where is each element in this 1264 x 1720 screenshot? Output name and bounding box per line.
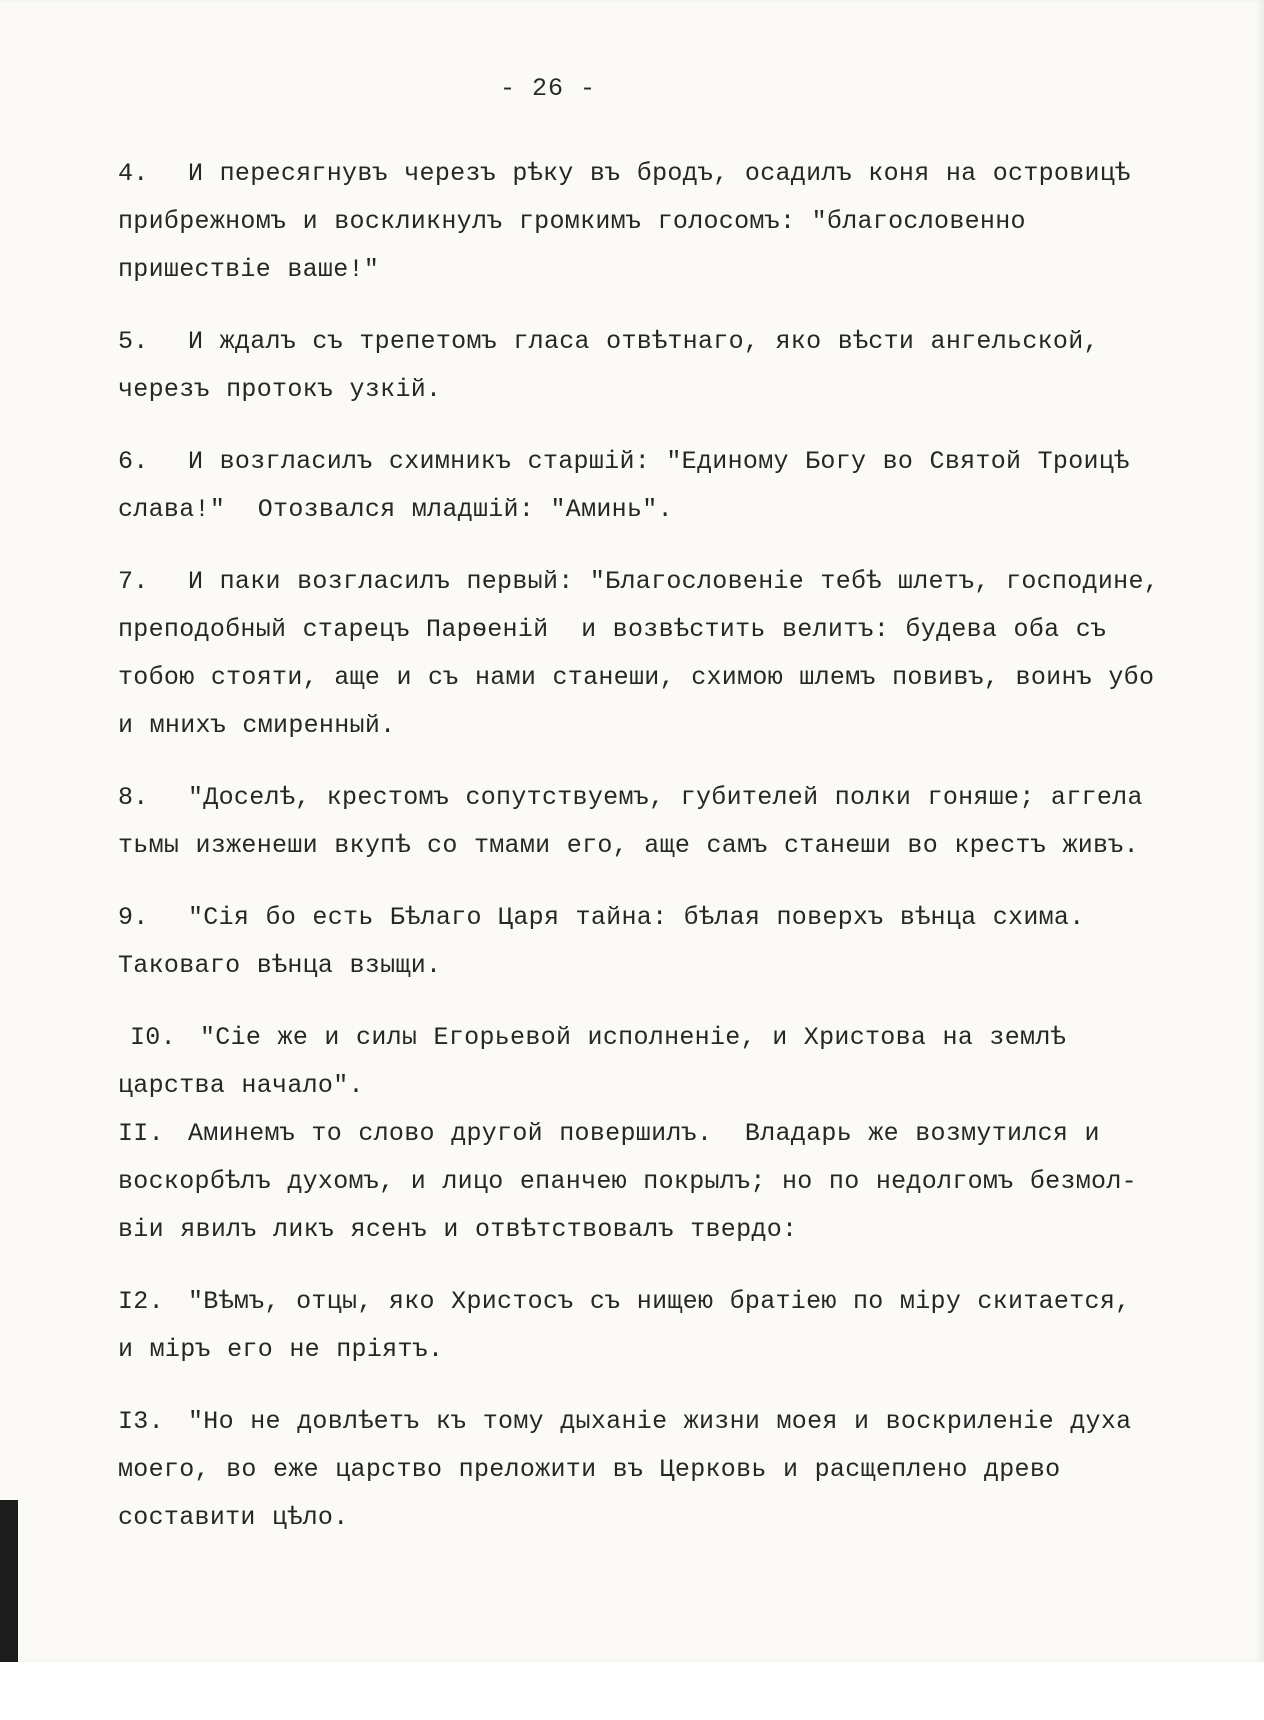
paragraph-7 bbox=[118, 558, 1228, 750]
paragraph-line: И пересягнувъ черезъ рѣку въ бродъ, осадилъ коня на островицѣ bbox=[188, 159, 1131, 188]
page-number: - 26 - bbox=[500, 74, 597, 103]
paragraph-line: тобою стояти, аще и съ нами станеши, схимою шлемъ повивъ, воинъ убо bbox=[118, 663, 1155, 692]
paragraph-line: и мнихъ смиренный. bbox=[118, 711, 396, 740]
paragraph-11 bbox=[118, 1110, 1228, 1254]
paragraph-13 bbox=[118, 1398, 1228, 1542]
paragraph-line: "Сіе же и силы Егорьевой исполненіе, и Христова на землѣ bbox=[200, 1023, 1066, 1052]
paragraph-12 bbox=[118, 1278, 1228, 1374]
paragraph-number: 6. bbox=[118, 447, 149, 476]
paragraph-number: I3. bbox=[118, 1407, 164, 1436]
paragraph-line: черезъ протокъ узкій. bbox=[118, 375, 442, 404]
paragraph-line: И паки возгласилъ первый: "Благословеніе тебѣ шлетъ, господине, bbox=[188, 567, 1160, 596]
paragraph-10 bbox=[118, 1014, 1228, 1062]
paragraph-line: "Сія бо есть Бѣлаго Царя тайна: бѣлая поверхъ вѣнца схима. bbox=[188, 903, 1085, 932]
paragraph-number: 7. bbox=[118, 567, 149, 596]
paragraph-line: Таковаго вѣнца взыщи. bbox=[118, 951, 442, 980]
paragraph-line: Аминемъ то слово другой повершилъ. Владарь же возмутился и bbox=[188, 1119, 1100, 1148]
paragraph-line: "Доселѣ, крестомъ сопутствуемъ, губителей полки гоняше; аггела bbox=[188, 783, 1143, 812]
paragraph-line: прибрежномъ и воскликнулъ громкимъ голосомъ: "благословенно bbox=[118, 207, 1026, 236]
paragraph-line: "Но не довлѣетъ къ тому дыханіе жизни моея и воскриленіе духа bbox=[188, 1407, 1132, 1436]
paragraph-number: I2. bbox=[118, 1287, 164, 1316]
paragraph-line: и міръ его не пріятъ. bbox=[118, 1335, 444, 1364]
paragraph-line: преподобный старецъ Парѳеній и возвѣстить велитъ: будева оба съ bbox=[118, 615, 1107, 644]
paragraph-line: моего, во еже царство преложити въ Церковь и расщеплено древо bbox=[118, 1455, 1061, 1484]
paragraph-8 bbox=[118, 774, 1228, 870]
paragraph-number: 4. bbox=[118, 159, 149, 188]
paragraph-number: II. bbox=[118, 1119, 164, 1148]
paragraph-number: 5. bbox=[118, 327, 149, 356]
paragraph-line: И ждалъ съ трепетомъ гласа отвѣтнаго, яко вѣсти ангельской, bbox=[188, 327, 1099, 356]
paragraph-10-continued bbox=[118, 1062, 1228, 1110]
paragraph-number: 8. bbox=[118, 783, 149, 812]
paragraph-line: пришествіе ваше!" bbox=[118, 255, 380, 284]
paragraph-line: И возгласилъ схимникъ старшій: "Единому Богу во Святой Троицѣ bbox=[188, 447, 1130, 476]
document-body bbox=[118, 150, 1228, 1542]
paragraph-4 bbox=[118, 150, 1228, 294]
paragraph-line: тьмы изженеши вкупѣ со тмами его, аще самъ станеши во крестъ живъ. bbox=[118, 831, 1139, 860]
paragraph-9 bbox=[118, 894, 1228, 990]
paragraph-line: "Вѣмъ, отцы, яко Христосъ съ нищею братіею по міру скитается, bbox=[188, 1287, 1131, 1316]
paragraph-line: составити цѣло. bbox=[118, 1503, 349, 1532]
paragraph-5 bbox=[118, 318, 1228, 414]
paragraph-number: I0. bbox=[130, 1023, 176, 1052]
paragraph-number: 9. bbox=[118, 903, 149, 932]
paragraph-line: слава!" Отозвался младшій: "Аминь". bbox=[118, 495, 673, 524]
paragraph-line: царства начало". bbox=[118, 1071, 364, 1100]
paragraph-6 bbox=[118, 438, 1228, 534]
paragraph-line: воскорбѣлъ духомъ, и лицо епанчею покрылъ; но по недолгомъ безмол- bbox=[118, 1167, 1137, 1196]
scan-edge-shadow bbox=[0, 1500, 18, 1662]
paragraph-line: віи явилъ ликъ ясенъ и отвѣтствовалъ твердо: bbox=[118, 1215, 798, 1244]
